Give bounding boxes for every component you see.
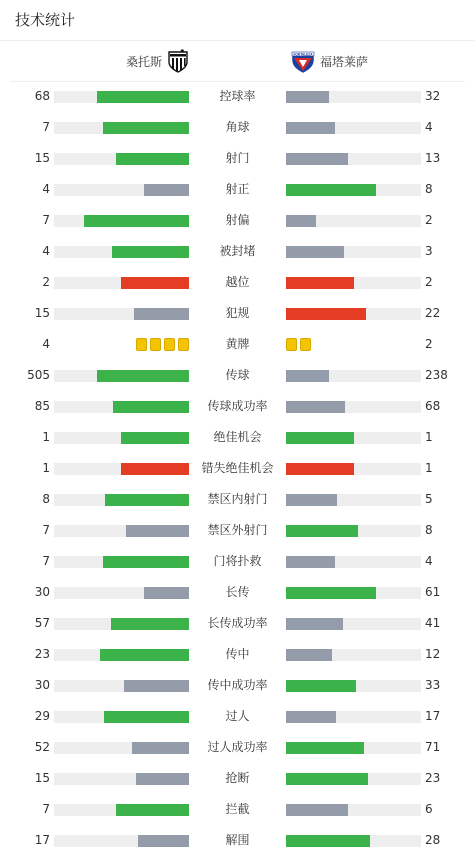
home-bar-track <box>54 773 189 785</box>
home-bar-track <box>54 680 189 692</box>
stat-row-cross-accuracy <box>0 670 475 701</box>
section-title: 技术统计 <box>15 11 76 29</box>
away-value: 33 <box>425 678 441 692</box>
stat-row-dribble-success <box>0 732 475 763</box>
away-bar-fill <box>286 370 329 382</box>
stat-label: 角球 <box>225 120 250 134</box>
home-bar-track <box>54 246 189 258</box>
fortaleza-crest-icon <box>290 48 316 74</box>
stat-row-shots <box>0 143 475 174</box>
stat-label: 抢断 <box>225 771 250 785</box>
home-bar-fill <box>116 804 189 816</box>
home-bar-fill <box>116 153 189 165</box>
away-value: 2 <box>425 213 433 227</box>
away-bar-track <box>286 680 421 692</box>
home-bar-fill <box>112 246 189 258</box>
away-value: 1 <box>425 461 433 475</box>
away-bar-track <box>286 556 421 568</box>
home-value: 68 <box>34 89 50 103</box>
stat-label: 绝佳机会 <box>213 430 262 444</box>
away-bar-track <box>286 649 421 661</box>
away-bar-track <box>286 773 421 785</box>
home-bar-track <box>54 401 189 413</box>
stat-row-shots-on-target <box>0 174 475 205</box>
yellow-card-icon <box>164 338 175 351</box>
stat-label: 传中成功率 <box>207 678 268 692</box>
away-value: 17 <box>425 709 441 723</box>
home-bar-fill <box>136 773 189 785</box>
away-value: 5 <box>425 492 433 506</box>
away-bar-track <box>286 835 421 847</box>
away-bar-track <box>286 122 421 134</box>
away-bar-fill <box>286 649 332 661</box>
away-value: 2 <box>425 337 433 351</box>
away-bar-track <box>286 215 421 227</box>
away-bar-track <box>286 308 421 320</box>
home-bar-fill <box>103 556 189 568</box>
away-bar-fill <box>286 556 335 568</box>
stat-row-possession <box>0 81 475 112</box>
stat-label: 射正 <box>225 182 250 196</box>
away-bar-fill <box>286 742 364 754</box>
home-bar-track <box>54 742 189 754</box>
stat-label: 被封堵 <box>219 244 256 258</box>
away-bar-fill <box>286 184 376 196</box>
away-bar-track <box>286 742 421 754</box>
stat-row-offsides <box>0 267 475 298</box>
away-value: 6 <box>425 802 433 816</box>
home-value: 30 <box>34 585 50 599</box>
stat-label: 门将扑救 <box>213 554 262 568</box>
stat-row-yellow-cards <box>0 329 475 360</box>
home-bar-fill <box>124 680 189 692</box>
away-value: 8 <box>425 182 433 196</box>
stat-label: 长传成功率 <box>207 616 268 630</box>
away-value: 3 <box>425 244 433 258</box>
home-value: 57 <box>34 616 50 630</box>
away-bar-fill <box>286 773 368 785</box>
home-bar-track <box>54 525 189 537</box>
home-yellow-cards <box>136 338 189 351</box>
home-bar-fill <box>144 184 189 196</box>
away-bar-fill <box>286 618 343 630</box>
stat-label: 越位 <box>225 275 250 289</box>
stat-row-passes <box>0 360 475 391</box>
stat-row-shots-outside-box <box>0 515 475 546</box>
home-bar-fill <box>100 649 189 661</box>
stat-row-long-balls <box>0 577 475 608</box>
away-bar-fill <box>286 246 344 258</box>
stat-label: 长传 <box>225 585 250 599</box>
home-value: 7 <box>42 523 50 537</box>
away-value: 61 <box>425 585 441 599</box>
yellow-card-icon <box>300 338 311 351</box>
stat-label: 控球率 <box>219 89 256 103</box>
away-value: 32 <box>425 89 441 103</box>
away-bar-track <box>286 587 421 599</box>
away-bar-track <box>286 432 421 444</box>
stat-label: 禁区内射门 <box>207 492 268 506</box>
away-bar-fill <box>286 494 337 506</box>
away-bar-fill <box>286 91 329 103</box>
away-bar-track <box>286 91 421 103</box>
away-bar-fill <box>286 401 345 413</box>
home-value: 7 <box>42 213 50 227</box>
stat-row-goalkeeper-saves <box>0 546 475 577</box>
away-bar-track <box>286 463 421 475</box>
home-value: 52 <box>34 740 50 754</box>
away-bar-fill <box>286 525 358 537</box>
away-value: 13 <box>425 151 441 165</box>
stat-row-interceptions <box>0 794 475 825</box>
away-value: 1 <box>425 430 433 444</box>
home-bar-track <box>54 184 189 196</box>
away-bar-track <box>286 246 421 258</box>
home-bar-fill <box>121 463 189 475</box>
away-bar-fill <box>286 680 356 692</box>
home-bar-fill <box>84 215 189 227</box>
home-team-name: 桑托斯 <box>125 54 162 69</box>
home-bar-fill <box>134 308 189 320</box>
stat-label: 错失绝佳机会 <box>201 461 274 475</box>
home-bar-track <box>54 91 189 103</box>
home-value: 30 <box>34 678 50 692</box>
home-bar-track <box>54 618 189 630</box>
home-bar-fill <box>126 525 189 537</box>
yellow-card-icon <box>136 338 147 351</box>
home-bar-fill <box>121 432 189 444</box>
home-bar-track <box>54 711 189 723</box>
stat-row-dribbles <box>0 701 475 732</box>
away-bar-track <box>286 618 421 630</box>
home-value: 505 <box>27 368 50 382</box>
away-value: 2 <box>425 275 433 289</box>
away-bar-fill <box>286 308 366 320</box>
stat-row-big-chances-missed <box>0 453 475 484</box>
away-value: 8 <box>425 523 433 537</box>
away-bar-fill <box>286 122 335 134</box>
stat-label: 传球 <box>225 368 250 382</box>
yellow-card-icon <box>178 338 189 351</box>
home-bar-fill <box>103 122 189 134</box>
away-bar-track <box>286 153 421 165</box>
stat-row-shots-off-target <box>0 205 475 236</box>
teams-header <box>10 41 465 82</box>
away-value: 12 <box>425 647 441 661</box>
away-bar-track <box>286 494 421 506</box>
stat-label: 解围 <box>225 833 250 847</box>
stat-label: 拦截 <box>225 802 250 816</box>
home-value: 7 <box>42 802 50 816</box>
stat-label: 传中 <box>225 647 250 661</box>
away-bar-track <box>286 804 421 816</box>
stat-label: 射门 <box>225 151 250 165</box>
home-bar-track <box>54 494 189 506</box>
home-value: 2 <box>42 275 50 289</box>
away-value: 238 <box>425 368 448 382</box>
away-bar-fill <box>286 215 316 227</box>
stat-label: 黄牌 <box>225 337 250 351</box>
stat-label: 禁区外射门 <box>207 523 268 537</box>
away-value: 68 <box>425 399 441 413</box>
stat-row-corners <box>0 112 475 143</box>
home-bar-track <box>54 649 189 661</box>
home-bar-track <box>54 804 189 816</box>
stat-row-crosses <box>0 639 475 670</box>
home-team[interactable] <box>126 41 190 81</box>
away-value: 71 <box>425 740 441 754</box>
home-value: 15 <box>34 306 50 320</box>
away-bar-track <box>286 277 421 289</box>
home-bar-fill <box>144 587 189 599</box>
home-value: 7 <box>42 554 50 568</box>
away-value: 23 <box>425 771 441 785</box>
away-bar-track <box>286 525 421 537</box>
home-value: 4 <box>42 244 50 258</box>
stat-label: 过人成功率 <box>207 740 268 754</box>
home-bar-track <box>54 432 189 444</box>
stat-row-big-chances <box>0 422 475 453</box>
away-bar-fill <box>286 804 348 816</box>
stat-row-shots-inside-box <box>0 484 475 515</box>
away-value: 22 <box>425 306 441 320</box>
away-value: 28 <box>425 833 441 847</box>
home-bar-track <box>54 370 189 382</box>
home-bar-track <box>54 215 189 227</box>
yellow-card-icon <box>286 338 297 351</box>
away-bar-fill <box>286 711 336 723</box>
home-bar-fill <box>111 618 189 630</box>
stat-row-pass-accuracy <box>0 391 475 422</box>
home-bar-track <box>54 153 189 165</box>
home-bar-fill <box>132 742 189 754</box>
away-bar-fill <box>286 153 348 165</box>
home-bar-track <box>54 463 189 475</box>
home-bar-fill <box>113 401 189 413</box>
santos-crest-icon <box>166 49 190 73</box>
away-bar-fill <box>286 432 354 444</box>
yellow-card-icon <box>150 338 161 351</box>
stat-row-long-ball-accuracy <box>0 608 475 639</box>
home-bar-track <box>54 835 189 847</box>
away-value: 4 <box>425 554 433 568</box>
home-bar-fill <box>97 91 189 103</box>
home-value: 8 <box>42 492 50 506</box>
stat-label: 过人 <box>225 709 250 723</box>
home-bar-fill <box>104 711 189 723</box>
stat-row-clearances <box>0 825 475 856</box>
stat-label: 犯规 <box>225 306 250 320</box>
stat-label: 传球成功率 <box>207 399 268 413</box>
home-bar-fill <box>121 277 189 289</box>
away-team[interactable] <box>290 41 368 81</box>
home-value: 4 <box>42 182 50 196</box>
home-value: 1 <box>42 461 50 475</box>
away-bar-fill <box>286 587 376 599</box>
home-value: 29 <box>34 709 50 723</box>
home-value: 23 <box>34 647 50 661</box>
away-team-name: 福塔莱萨 <box>320 54 369 69</box>
away-value: 41 <box>425 616 441 630</box>
away-yellow-cards <box>286 338 311 351</box>
away-bar-fill <box>286 835 370 847</box>
svg-text:FORTALEZA: FORTALEZA <box>293 52 313 57</box>
stat-row-fouls <box>0 298 475 329</box>
away-bar-track <box>286 711 421 723</box>
stat-label: 射偏 <box>225 213 250 227</box>
home-bar-fill <box>105 494 189 506</box>
away-bar-track <box>286 370 421 382</box>
stat-row-tackles <box>0 763 475 794</box>
home-bar-track <box>54 556 189 568</box>
home-bar-track <box>54 308 189 320</box>
away-bar-fill <box>286 463 354 475</box>
home-value: 17 <box>34 833 50 847</box>
home-bar-track <box>54 122 189 134</box>
home-value: 15 <box>34 151 50 165</box>
home-bar-track <box>54 587 189 599</box>
home-value: 85 <box>34 399 50 413</box>
away-bar-track <box>286 184 421 196</box>
away-bar-fill <box>286 277 354 289</box>
away-bar-track <box>286 401 421 413</box>
home-value: 7 <box>42 120 50 134</box>
home-value: 1 <box>42 430 50 444</box>
home-value: 4 <box>42 337 50 351</box>
home-bar-track <box>54 277 189 289</box>
home-bar-fill <box>97 370 189 382</box>
away-value: 4 <box>425 120 433 134</box>
home-value: 15 <box>34 771 50 785</box>
home-bar-fill <box>138 835 189 847</box>
stat-row-blocked-shots <box>0 236 475 267</box>
